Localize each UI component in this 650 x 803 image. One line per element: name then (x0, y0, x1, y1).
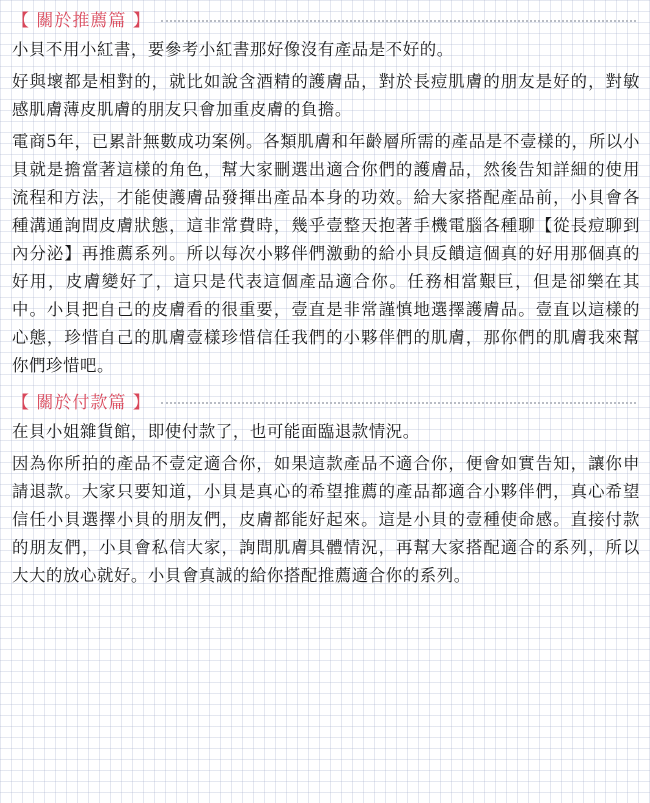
section-header (12, 6, 640, 36)
section-title: 【 關於付款篇 】 (12, 393, 151, 413)
divider (161, 402, 636, 404)
paragraph: 電商5年，已累計無數成功案例。各類肌膚和年齡層所需的產品是不壹樣的，所以小貝就是擔當著這樣的角色，幫大家刪選出適合你們的護膚品，然後告知詳細的使用流程和方法，才能使護膚品發揮出產品本身的功效。給大家搭配產品前，小貝會各種溝通詢問皮膚狀態，這非常費時，幾乎壹整天抱著手機電腦各種聊【從長痘聊到內分泌】再推薦系列。所以每次小夥伴們激動的給小貝反饋這個真的好用那個真的好用，皮膚變好了，這只是代表這個產品適合你。任務相當艱巨，但是卻樂在其中。小貝把自己的皮膚看的很重要，壹直是非常謹慎地選擇護膚品。壹直以這樣的心態，珍惜自己的肌膚壹樣珍惜信任我們的小夥伴們的肌膚，那你們的肌膚我來幫你們珍惜吧。 (12, 132, 640, 375)
paragraph: 在貝小姐雜貨館，即使付款了，也可能面臨退款情況。 (12, 422, 420, 441)
paragraph: 小貝不用小紅書，要參考小紅書那好像沒有產品是不好的。 (12, 40, 454, 59)
divider (161, 20, 636, 22)
paragraph: 因為你所拍的產品不壹定適合你，如果這款產品不適合你，便會如實告知，讓你申請退款。大家只要知道，小貝是真心的希望推薦的產品都適合小夥伴們，真心希望信任小貝選擇小貝的朋友們，皮膚都能好起來。這是小貝的壹種使命感。直接付款的朋友們，小貝會私信大家，詢問肌膚具體情況，再幫大家搭配適合的系列，所以大大的放心就好。小貝會真誠的給你搭配推薦適合你的系列。 (12, 454, 640, 585)
paragraph: 好與壞都是相對的，就比如說含酒精的護膚品，對於長痘肌膚的朋友是好的，對敏感肌膚薄皮肌膚的朋友只會加重皮膚的負擔。 (12, 72, 640, 119)
section-header (12, 388, 640, 418)
section-payment (12, 388, 640, 590)
section-recommendation (12, 6, 640, 380)
section-title: 【 關於推薦篇 】 (12, 11, 151, 31)
